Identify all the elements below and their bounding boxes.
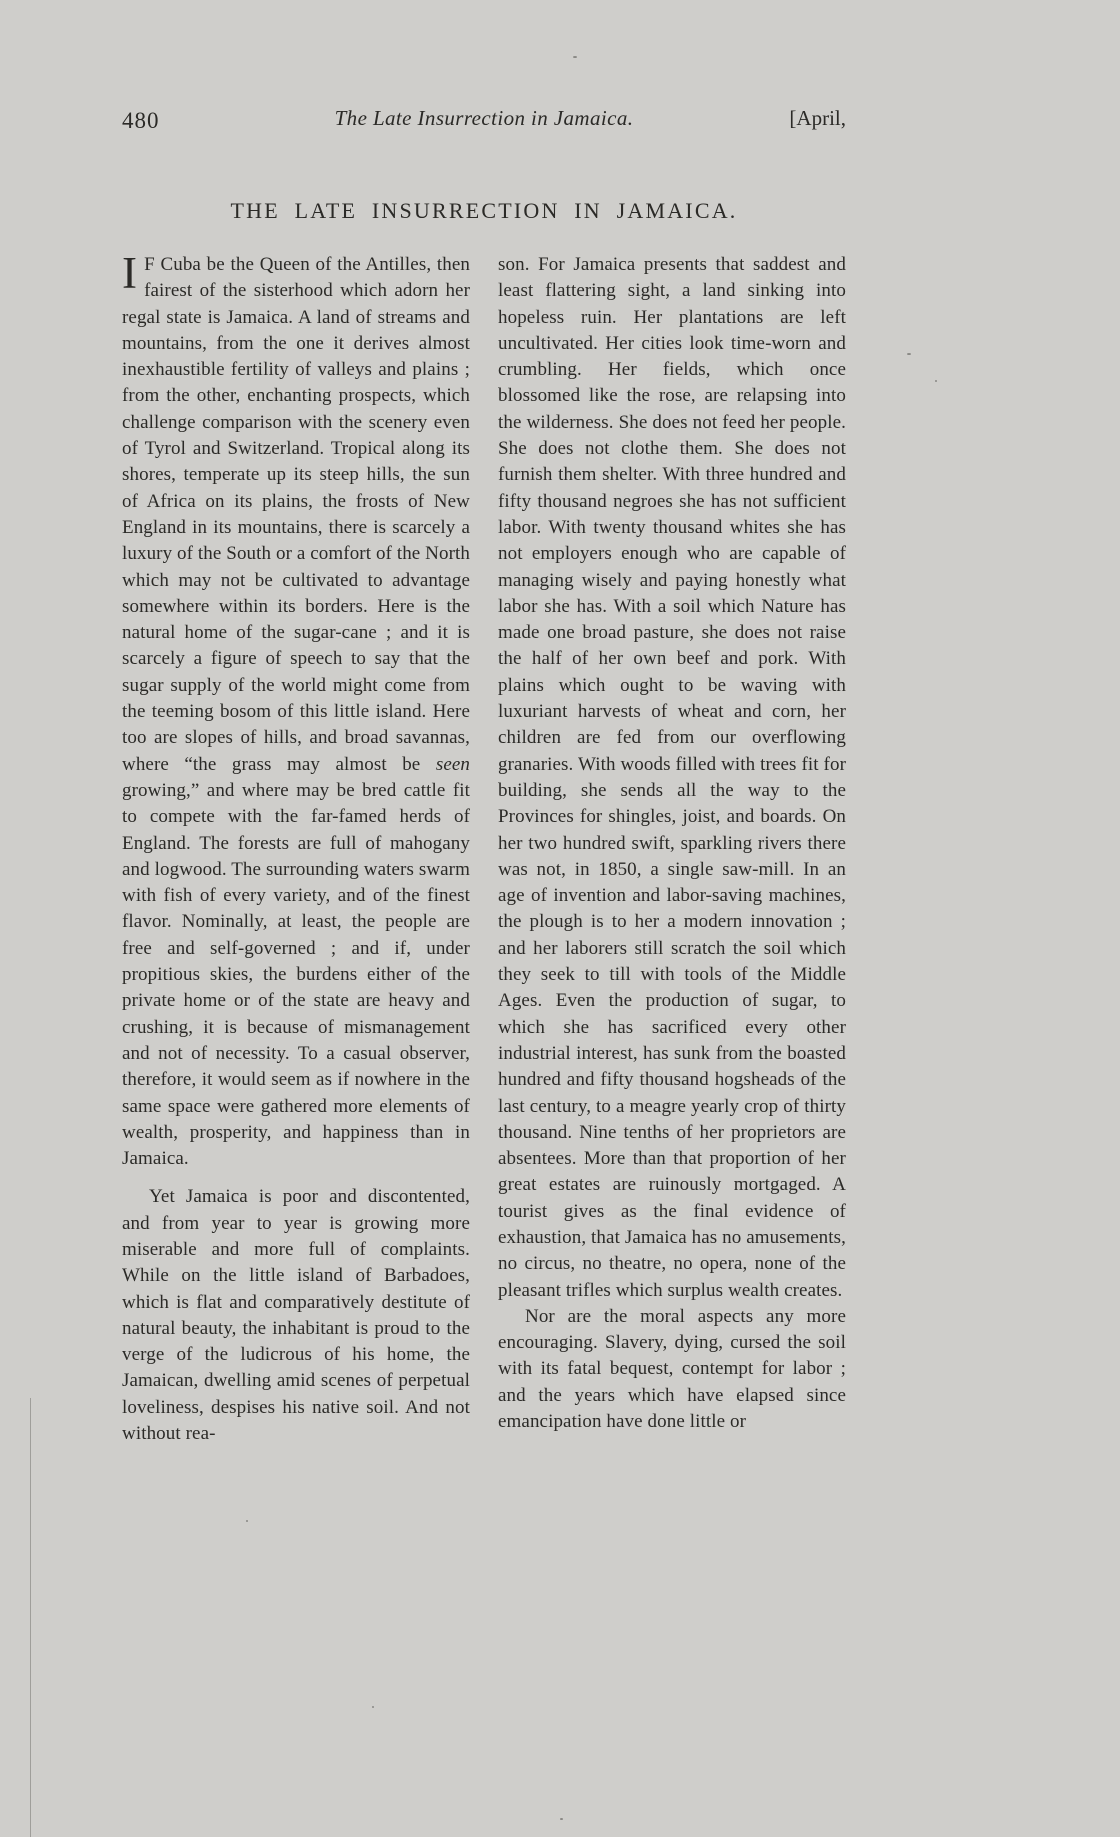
- running-title: The Late Insurrection in Jamaica.: [334, 106, 634, 130]
- right-column: [498, 252, 846, 1447]
- article-body: [122, 248, 846, 1447]
- running-head: [122, 106, 846, 136]
- paragraph-1-text-a: F Cuba be the Queen of the Antilles, then fairest of the sisterhood which adorn her regal state is Jamaica. A land of streams and mountains, from the one it derives almost inexhaustible fertility of valleys and plains ; from the other, enchanting prospects, which challenge comparison with the scenery even of Tyrol and Switzerland. Tropical along its shores, temperate up its steep hills, the sun of Africa on its plains, the frosts of New England in its mountains, there is scarcely a luxury of the South or a comfort of the North which may not be cultivated to advantage somewhere within its borders. Here is the natural home of the sugar-cane ; and it is scarcely a figure of speech to say that the sugar supply of the world might come from the teeming bosom of this little island. Here too are slopes of hills, and broad savannas, where “the grass may almost be: [122, 254, 471, 775]
- page-number: 480: [122, 108, 160, 133]
- paragraph-1-italic-word: seen: [435, 753, 470, 775]
- paragraph-3: son. For Jamaica presents that saddest and least flattering sight, a land sinking into hopeless ruin. Her plantations are left uncultivated. Her cities look time-worn and crumbling. Her fields, which once blossomed like the rose, are relapsing into the wilderness. She does not feed her people. She does not clothe them. She does not furnish them shelter. With three hundred and fifty thousand negroes she has not sufficient labor. With twenty thousand whites she has not employers enough who are capable of managing wisely and paying honestly what labor she has. With a soil which Nature has made one broad pasture, she does not raise the half of her own beef and pork. With plains which ought to be waving with luxuriant harvests of wheat and corn, her children are fed from our overflowing granaries. With woods filled with trees fit for building, she sends all the way to the Provinces for shingles, joist, and boards. On her two hundred swift, sparkling rivers there was not, in 1850, a single saw-mill. In an age of invention and labor-saving machines, the plough is to her a modern innovation ; and her laborers still scratch the soil which they seek to till with tools of the Middle Ages. Even the production of sugar, to which she has sacrificed every other industrial interest, has sunk from the boasted hundred and fifty thousand hogsheads of the last century, to a meagre yearly crop of thirty thousand. Nine tenths of her proprietors are absentees. More than that proportion of her great estates are ruinously mortgaged. A tourist gives as the final evidence of exhaustion, that Jamaica has no amusements, no circus, no theatre, no opera, none of the pleasant trifles which surplus wealth creates.: [498, 254, 846, 1301]
- scan-speck: [935, 380, 937, 382]
- issue-date: [April,: [789, 106, 846, 130]
- article-title: THE LATE INSURRECTION IN JAMAICA.: [230, 198, 738, 223]
- paragraph-1-text-b: growing,” and where may be bred cattle fit to compete with the far-famed herds of England. The forests are full of mahogany and logwood. The surrounding waters swarm with fish of every variety, and of the finest flavor. Nominally, at least, the people are free and self-governed ; and if, under propitious skies, the burdens either of the private home or of the state are heavy and crushing, it is because of mismanagement and not of necessity. To a casual observer, therefore, it would seem as if nowhere in the same space were gathered more elements of wealth, prosperity, and happiness than in Jamaica.: [122, 779, 470, 1170]
- paragraph-2: Yet Jamaica is poor and discontented, and from year to year is growing more miserable and more full of complaints. While on the little island of Barbadoes, which is flat and comparatively destitute of natural beauty, the inhabitant is proud to the verge of the ludicrous of his home, the Jamaican, dwelling amid scenes of perpetual loveliness, despises his native soil. And not without rea-: [122, 1186, 470, 1445]
- scan-artifact-line: [30, 1398, 31, 1837]
- left-column: [122, 248, 471, 1447]
- paragraph-4: Nor are the moral aspects any more encouraging. Slavery, dying, cursed the soil with its fatal bequest, contempt for labor ; and the years which have elapsed since emancipation have done little or: [498, 1305, 846, 1433]
- drop-cap: I: [122, 248, 138, 298]
- paragraph-1: [122, 248, 471, 1172]
- scan-speck: [907, 353, 911, 355]
- text-block: [122, 0, 846, 1837]
